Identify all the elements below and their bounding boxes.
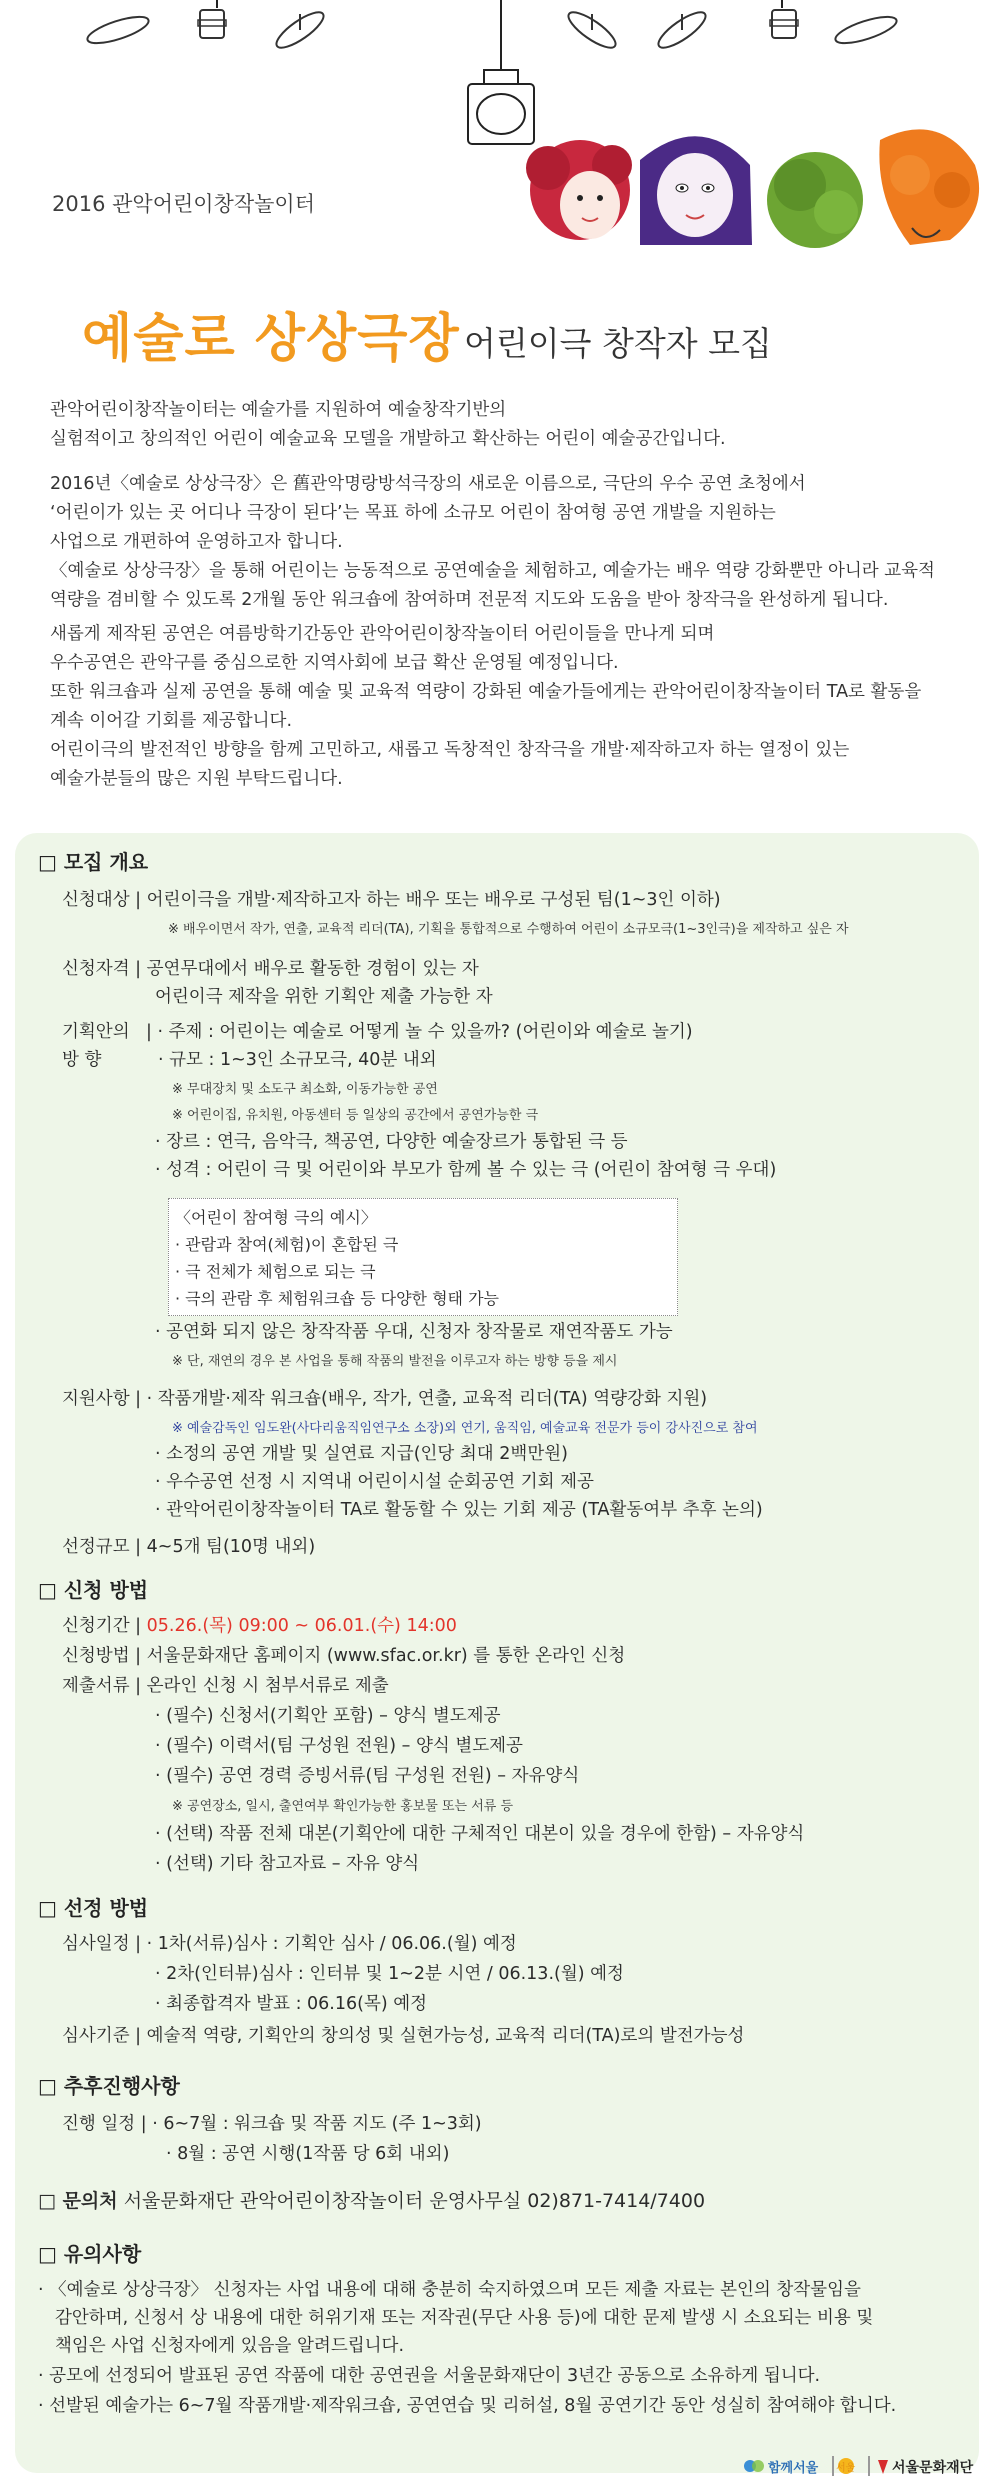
qualification-row-2: 어린이극 제작을 위한 기획안 제출 가능한 자	[155, 987, 493, 1007]
section-heading-apply: □ 신청 방법	[38, 1578, 149, 1602]
notes-item: · 선발된 예술가는 6~7월 작품개발·제작워크숍, 공연연습 및 리허설, 8월 공연기간 동안 성실히 참여해야 합니다.	[38, 2396, 897, 2416]
followup-row: · 8월 : 공연 시행(1작품 당 6회 내외)	[166, 2144, 450, 2164]
qualification-row: 신청자격 | 공연무대에서 배우로 활동한 경험이 있는 자	[62, 959, 479, 979]
schedule-row: 심사일정 | · 1차(서류)심사 : 기획안 심사 / 06.06.(월) 예정	[62, 1934, 517, 1954]
doc-item: · (필수) 이력서(팀 구성원 전원) – 양식 별도제공	[155, 1736, 523, 1756]
plan-item: · 성격 : 어린이 극 및 어린이와 부모가 함께 볼 수 있는 극 (어린이 참여형 극 우대)	[155, 1160, 777, 1180]
footer-logos	[740, 2452, 985, 2480]
logo-seoul: 서울	[836, 2463, 856, 2474]
support-item: · 우수공연 선정 시 지역내 어린이시설 순회공연 기회 제공	[155, 1472, 594, 1492]
method-row: 신청방법 | 서울문화재단 홈페이지 (www.sfac.or.kr) 를 통한 온라인 신청	[62, 1646, 626, 1666]
example-title: 〈어린이 참여형 극의 예시〉	[175, 1208, 377, 1227]
doc-item: · (필수) 신청서(기획안 포함) – 양식 별도제공	[155, 1706, 501, 1726]
example-item: · 극 전체가 체험으로 되는 극	[175, 1262, 376, 1281]
support-row: 지원사항 | · 작품개발·제작 워크숍(배우, 작가, 연출, 교육적 리더(TA) 역량강화 지원)	[62, 1389, 708, 1409]
intro-line: 우수공연은 관악구를 중심으로한 지역사회에 보급 확산 운영될 예정입니다.	[50, 653, 619, 673]
logo-together-seoul: 함께서울	[768, 2461, 819, 2476]
plan-item: · 규모 : 1~3인 소규모극, 40분 내외	[158, 1050, 437, 1070]
criteria-row: 심사기준 | 예술적 역량, 기획안의 창의성 및 실현가능성, 교육적 리더(TA)로의 발전가능성	[62, 2026, 745, 2046]
period-label: 신청기간 |	[62, 1616, 147, 1636]
logo-sfac: 서울문화재단	[892, 2460, 974, 2476]
doc-item: · (필수) 공연 경력 증빙서류(팀 구성원 전원) – 자유양식	[155, 1766, 580, 1786]
schedule-row: · 2차(인터뷰)심사 : 인터뷰 및 1~2분 시연 / 06.13.(월) 예정	[155, 1964, 624, 1984]
support-item: · 관악어린이창작놀이터 TA로 활동할 수 있는 기회 제공 (TA활동여부 추후 논의)	[155, 1500, 763, 1520]
example-box	[168, 1198, 678, 1316]
example-item: · 관람과 참여(체험)이 혼합된 극	[175, 1235, 399, 1254]
intro-line: 새롭게 제작된 공연은 여름방학기간동안 관악어린이창작놀이터 어린이들을 만나게 되며	[50, 624, 715, 644]
doc-item: · (선택) 기타 참고자료 – 자유 양식	[155, 1854, 420, 1874]
notes-item: · 공모에 선정되어 발표된 공연 작품에 대한 공연권을 서울문화재단이 3년간 공동으로 소유하게 됩니다.	[38, 2366, 821, 2386]
plan-label-2: 방 향	[62, 1050, 102, 1070]
plan-item: · 공연화 되지 않은 창작작품 우대, 신청자 창작물로 재연작품도 가능	[155, 1322, 673, 1342]
plan-note: ※ 무대장치 및 소도구 최소화, 이동가능한 공연	[172, 1082, 438, 1097]
doc-note: ※ 공연장소, 일시, 출연여부 확인가능한 홍보물 또는 서류 등	[172, 1799, 514, 1814]
intro-paragraph-3	[50, 620, 970, 794]
section-heading-followup: □ 추후진행사항	[38, 2074, 180, 2098]
character-red-hair	[526, 140, 632, 240]
support-note: ※ 예술감독인 임도완(사다리움직임연구소 소장)외 연기, 움직임, 예술교육 전문가 등이 강사진으로 참여	[172, 1421, 758, 1436]
support-item: · 소정의 공연 개발 및 실연료 지급(인당 최대 2백만원)	[155, 1444, 568, 1464]
intro-line: 역량을 겸비할 수 있도록 2개월 동안 워크숍에 참여하며 전문적 지도와 도움을 받아 창작극을 완성하게 됩니다.	[50, 590, 889, 610]
intro-line: ‘어린이가 있는 곳 어디나 극장이 된다’는 목표 하에 소규모 어린이 참여형 공연 개발을 지원하는	[50, 503, 776, 523]
page-title: 예술로 상상극장	[82, 309, 460, 369]
section-heading-notes: □ 유의사항	[38, 2242, 142, 2266]
intro-line: 어린이극의 발전적인 방향을 함께 고민하고, 새롭고 독창적인 창작극을 개발·제작하고자 하는 열정이 있는	[50, 740, 850, 760]
example-item: · 극의 관람 후 체험워크숍 등 다양한 형태 가능	[175, 1289, 499, 1308]
plan-label: 기획안의	[62, 1022, 130, 1042]
notes-item: 책임은 사업 신청자에게 있음을 알려드립니다.	[55, 2336, 405, 2356]
section-heading-overview: □ 모집 개요	[38, 850, 149, 874]
contact-row	[38, 2186, 705, 2213]
intro-line: 또한 워크숍과 실제 공연을 통해 예술 및 교육적 역량이 강화된 예술가들에게는 관악어린이창작놀이터 TA로 활동을	[50, 682, 922, 702]
plan-note: ※ 어린이집, 유치원, 아동센터 등 일상의 공간에서 공연가능한 극	[172, 1108, 539, 1123]
scale-row: 선정규모 | 4~5개 팀(10명 내외)	[62, 1537, 316, 1557]
intro-line: 계속 이어갈 기회를 제공합니다.	[50, 711, 293, 731]
plan-item: · 장르 : 연극, 음악극, 책공연, 다양한 예술장르가 통합된 극 등	[155, 1132, 628, 1152]
character-green-hair	[767, 152, 863, 248]
intro-line: 사업으로 개편하여 운영하고자 합니다.	[50, 532, 343, 552]
notes-item: · 〈예술로 상상극장〉 신청자는 사업 내용에 대해 충분히 숙지하였으며 모든 제출 자료는 본인의 창작물임을	[38, 2280, 861, 2300]
intro-line: 관악어린이창작놀이터는 예술가를 지원하여 예술창작기반의	[50, 400, 507, 420]
year-label: 2016 관악어린이창작놀이터	[52, 192, 315, 216]
doc-item: · (선택) 작품 전체 대본(기획안에 대한 구체적인 대본이 있을 경우에 한함) – 자유양식	[155, 1824, 805, 1844]
page-subtitle: 어린이극 창작자 모집	[464, 324, 772, 363]
followup-row: 진행 일정 | · 6~7월 : 워크숍 및 작품 지도 (주 1~3회)	[62, 2114, 482, 2134]
docs-row: 제출서류 | 온라인 신청 시 첨부서류로 제출	[62, 1676, 389, 1696]
intro-line: 예술가분들의 많은 지원 부탁드립니다.	[50, 769, 343, 789]
intro-paragraph-1	[50, 396, 970, 454]
period-row	[62, 1612, 457, 1637]
contact-text: 서울문화재단 관악어린이창작놀이터 운영사무실 02)871-7414/7400	[123, 2190, 706, 2212]
intro-line: 〈예술로 상상극장〉을 통해 어린이는 능동적으로 공연예술을 체험하고, 예술가는 배우 역량 강화뿐만 아니라 교육적	[50, 561, 935, 581]
intro-paragraph-2	[50, 470, 970, 615]
character-orange-hair	[879, 129, 979, 245]
character-purple-hair	[640, 136, 752, 245]
section-heading-contact: □ 문의처	[38, 2190, 118, 2212]
period-value: 05.26.(목) 09:00 ~ 06.01.(수) 14:00	[146, 1616, 457, 1636]
target-note: ※ 배우이면서 작가, 연출, 교육적 리더(TA), 기획을 통합적으로 수행하여 어린이 소규모극(1~3인극)을 제작하고 싶은 자	[168, 922, 849, 937]
notes-item: 감안하며, 신청서 상 내용에 대한 허위기재 또는 저작권(무단 사용 등)에 대한 문제 발생 시 소요되는 비용 및	[55, 2308, 874, 2328]
plan-item: | · 주제 : 어린이는 예술로 어떻게 놀 수 있을까? (어린이와 예술로 놀기)	[146, 1022, 693, 1042]
intro-line: 2016년〈예술로 상상극장〉은 舊관악명랑방석극장의 새로운 이름으로, 극단의 우수 공연 초청에서	[50, 474, 806, 494]
intro-line: 실험적이고 창의적인 어린이 예술교육 모델을 개발하고 확산하는 어린이 예술공간입니다.	[50, 429, 726, 449]
section-heading-selection: □ 선정 방법	[38, 1896, 149, 1920]
plan-note: ※ 단, 재연의 경우 본 사업을 통해 작품의 발전을 이루고자 하는 방향 등을 제시	[172, 1354, 618, 1369]
schedule-row: · 최종합격자 발표 : 06.16(목) 예정	[155, 1994, 428, 2014]
target-row: 신청대상 | 어린이극을 개발·제작하고자 하는 배우 또는 배우로 구성된 팀(1~3인 이하)	[62, 890, 721, 910]
